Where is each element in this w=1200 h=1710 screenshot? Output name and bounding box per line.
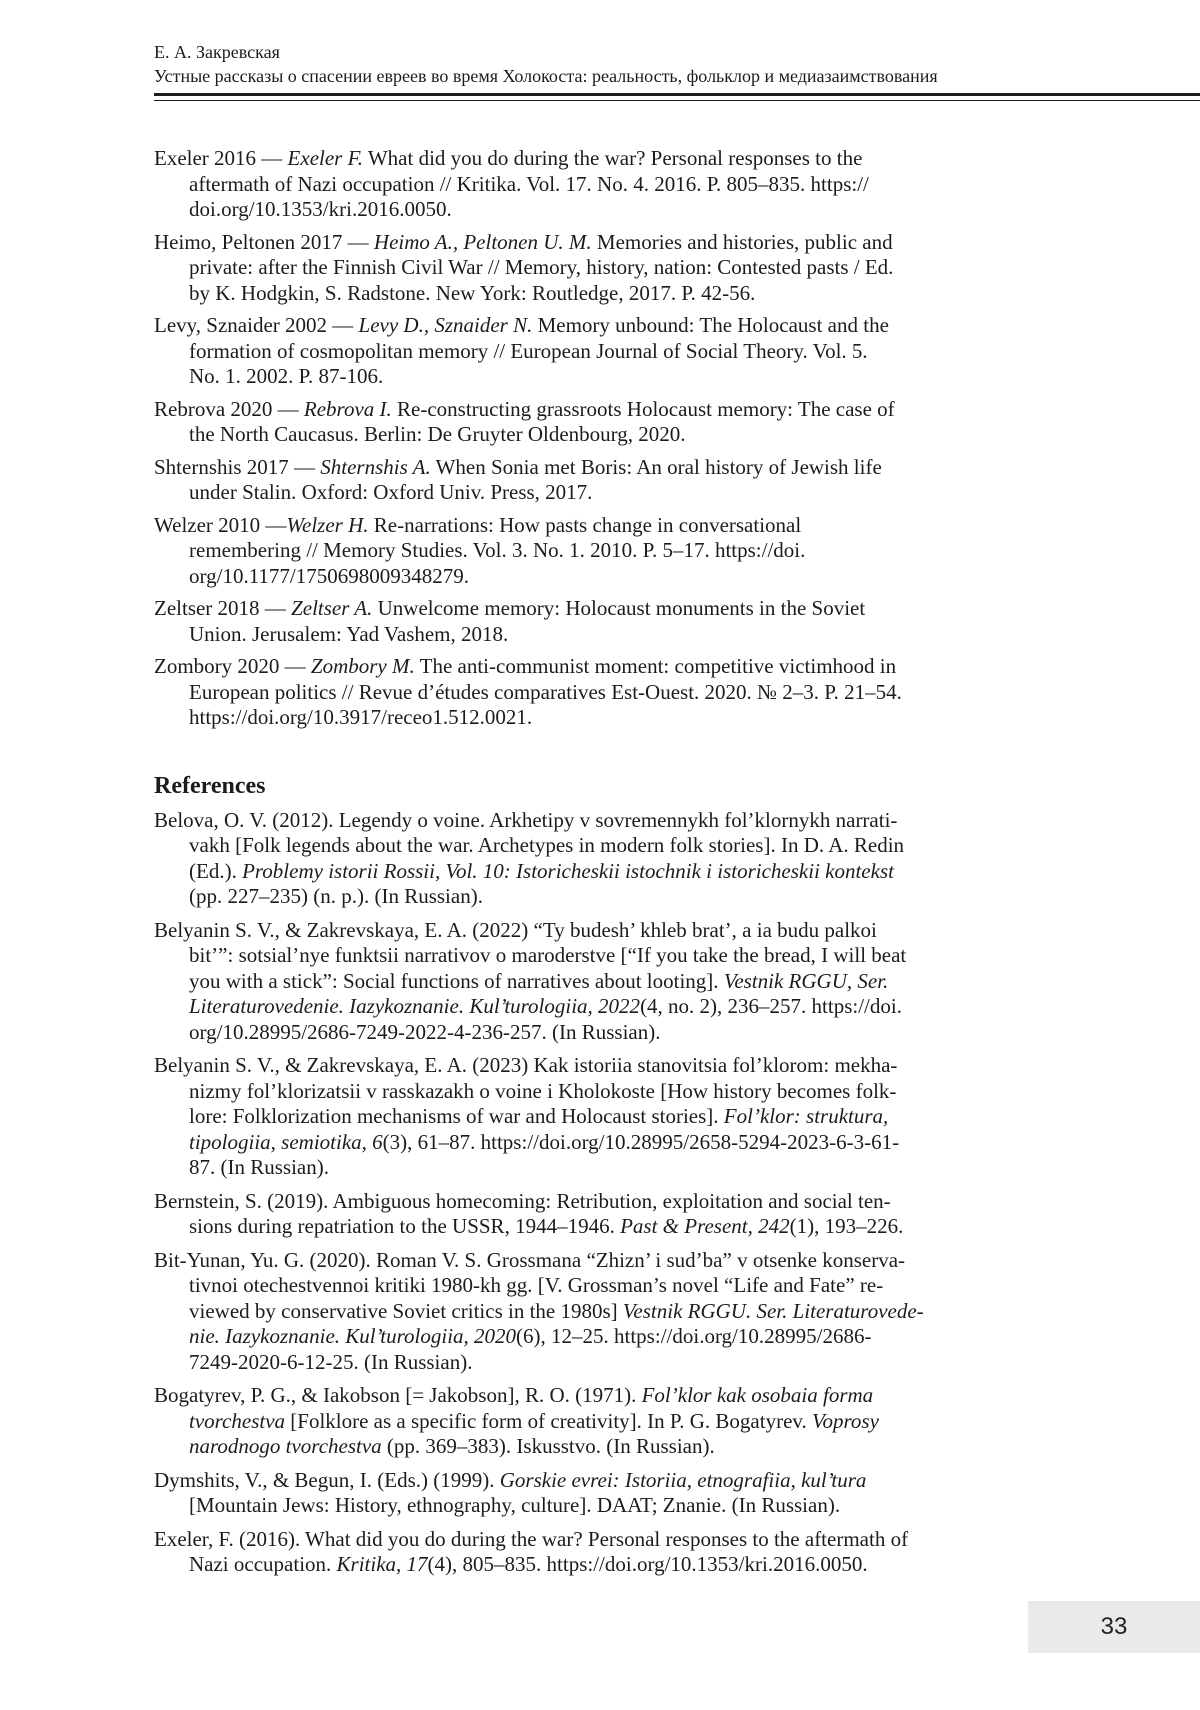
entry-lead: Heimo, Peltonen 2017 — bbox=[154, 229, 374, 254]
bibliography-entry bbox=[154, 313, 1047, 390]
ref-text: [Folklore as a specific form of creativity]. In P. G. Bogatyrev. bbox=[285, 1408, 813, 1433]
bibliography-entry bbox=[154, 596, 1047, 647]
reference-entry bbox=[154, 1527, 1047, 1578]
reference-entry bbox=[154, 1468, 1047, 1519]
entry-lead: Exeler 2016 — bbox=[154, 146, 288, 170]
ref-text: (pp. 227–235) (n. p.). (In Russian). bbox=[189, 884, 483, 908]
ref-text: Bogatyrev, P. G., & Iakobson [= Jakobson], R. O. (1971). bbox=[154, 1383, 642, 1407]
header-rule-thick bbox=[154, 93, 1200, 96]
reference-entry bbox=[154, 1383, 1047, 1460]
ref-source-title: Gorskie evrei: Istoriia, etnografiia, kul’tura bbox=[499, 1467, 867, 1492]
page-content bbox=[154, 146, 1047, 1586]
entry-lead: Welzer 2010 — bbox=[154, 512, 287, 537]
bibliography-entry bbox=[154, 654, 1047, 731]
ref-source-title: Fol’klor kak osobaia forma tvorchestva bbox=[189, 1383, 874, 1433]
header-author: Е. А. Закревская bbox=[154, 42, 280, 62]
entry-lead: Shternshis 2017 — bbox=[154, 454, 321, 479]
running-header bbox=[154, 40, 1144, 88]
reference-entry bbox=[154, 1189, 1047, 1240]
ref-text: (4), 805–835. https://doi.org/10.1353/kri.2016.0050. bbox=[427, 1552, 868, 1576]
reference-entry bbox=[154, 808, 1047, 910]
ref-text: Bernstein, S. (2019). Ambiguous homecoming: Retribution, exploitation and social ten- sions during repatriation to the USSR, 1944–1946. bbox=[154, 1188, 891, 1238]
entry-rest: The anti-communist moment: competitive victimhood in European politics // Revue d’études comparatives Est-Ouest. 2020. № 2–3. P. 21–54. https://doi.org/10.3917/receo1.512.0021. bbox=[189, 654, 902, 729]
ref-text: [Mountain Jews: History, ethnography, culture]. DAAT; Znanie. (In Russian). bbox=[189, 1493, 841, 1517]
ref-source-title: Vestnik RGGU. Ser. Literaturovede- nie. Iazykoznanie. Kul’turologiia, 2020 bbox=[189, 1298, 924, 1348]
ref-source-title: Kritika, 17 bbox=[336, 1552, 428, 1576]
entry-lead: Zeltser 2018 — bbox=[154, 596, 292, 620]
entry-rest: What did you do during the war? Personal responses to the aftermath of Nazi occupation // Kritika. Vol. 17. No. 4. 2016. P. 805–835. https:// doi.org/10.1353/kri.2016.0050. bbox=[189, 146, 869, 221]
ref-source-title: Vestnik RGGU, Ser. Literaturovedenie. Iazykoznanie. Kul’turologiia, 2022 bbox=[189, 968, 889, 1018]
ref-text: Belova, O. V. (2012). Legendy o voine. Arkhetipy v sovremennykh fol’klornykh narrati- vakh [Folk legends about the war. Archetypes in modern folk stories]. In D. A. Redin (Ed.). bbox=[154, 807, 905, 883]
entry-lead: Rebrova 2020 — bbox=[154, 396, 304, 421]
entry-lead: Zombory 2020 — bbox=[154, 654, 311, 678]
bibliography-entry bbox=[154, 513, 1047, 590]
entry-lead: Levy, Sznaider 2002 — bbox=[154, 313, 359, 337]
entry-author: Exeler F. bbox=[287, 146, 363, 170]
ref-text: (4, no. 2), 236–257. https://doi. org/10.28995/2686-7249-2022-4-236-257. (In Russian). bbox=[189, 994, 902, 1044]
ref-text: (3), 61–87. https://doi.org/10.28995/2658-5294-2023-6-3-61- 87. (In Russian). bbox=[189, 1129, 900, 1179]
bibliography-entry bbox=[154, 230, 1047, 307]
entry-author: Heimo A., Peltonen U. M. bbox=[373, 229, 592, 254]
ref-text: (pp. 369–383). Iskusstvo. (In Russian). bbox=[381, 1434, 715, 1458]
entry-rest: Memories and histories, public and private: after the Finnish Civil War // Memory, history, nation: Contested pasts / Ed. by K. Hodgkin, S. Radstone. New York: Routledge, 2017. P. 42-56. bbox=[189, 229, 894, 305]
bibliography-entry bbox=[154, 455, 1047, 506]
ref-source-title: Problemy istorii Rossii, Vol. 10: Istoricheskii istochnik i istoricheskii kontekst bbox=[242, 858, 894, 883]
entry-author: Levy D., Sznaider N. bbox=[358, 313, 533, 337]
entry-author: Zombory M. bbox=[310, 654, 415, 678]
ref-text: (1), 193–226. bbox=[789, 1214, 904, 1238]
ref-text: (6), 12–25. https://doi.org/10.28995/2686- 7249-2020-6-12-25. (In Russian). bbox=[189, 1324, 872, 1374]
reference-entry bbox=[154, 1248, 1047, 1376]
entry-author: Zeltser A. bbox=[291, 596, 373, 620]
ref-source-title: Voprosy narodnogo tvorchestva bbox=[189, 1408, 879, 1458]
ref-text: Bit-Yunan, Yu. G. (2020). Roman V. S. Grossmana “Zhizn’ i sud’ba” v otsenke konserva- tivnoi otechestvennoi kritiki 1980-kh gg. [V. Grossman’s novel “Life and Fate” re- viewed by conservative Soviet critics in the 1980s] bbox=[154, 1247, 906, 1323]
reference-entry bbox=[154, 918, 1047, 1046]
references-list bbox=[154, 808, 1047, 1578]
ref-text: Belyanin S. V., & Zakrevskaya, E. A. (2022) “Ty budesh’ khleb brat’, a ia budu palkoi bit’”: sotsial’nye funktsii narrativov o maroderstve [“If you take the bread, I will beat you with a stick”: Social functions of narratives about looting]. bbox=[154, 917, 907, 993]
ref-text: Belyanin S. V., & Zakrevskaya, E. A. (2023) Kak istoriia stanovitsia fol’klorom: mekha- nizmy fol’klorizatsii v rasskazakh o voine i Kholokoste [How history becomes folk- lore: Folklorization mechanisms of war and Holocaust stories]. bbox=[154, 1053, 898, 1128]
page-number: 33 bbox=[1028, 1601, 1200, 1653]
entry-rest: Unwelcome memory: Holocaust monuments in the Soviet Union. Jerusalem: Yad Vashem, 2018. bbox=[189, 596, 866, 646]
entry-author: Welzer H. bbox=[286, 512, 369, 537]
entry-author: Shternshis A. bbox=[320, 454, 431, 479]
reference-entry bbox=[154, 1053, 1047, 1181]
ref-text: Exeler, F. (2016). What did you do during the war? Personal responses to the aftermath of Nazi occupation. bbox=[154, 1526, 909, 1576]
references-heading: References bbox=[154, 772, 266, 799]
entry-rest: Memory unbound: The Holocaust and the formation of cosmopolitan memory // European Journal of Social Theory. Vol. 5. No. 1. 2002. P. 87-106. bbox=[189, 313, 889, 388]
bibliography-entry bbox=[154, 397, 1047, 448]
bibliography-entry bbox=[154, 146, 1047, 223]
entry-rest: When Sonia met Boris: An oral history of Jewish life under Stalin. Oxford: Oxford Univ. Press, 2017. bbox=[189, 454, 882, 504]
ref-text: Dymshits, V., & Begun, I. (Eds.) (1999). bbox=[154, 1467, 500, 1492]
header-rule-thin bbox=[154, 100, 1200, 101]
header-title: Устные рассказы о спасении евреев во время Холокоста: реальность, фольклор и медиазаимствования bbox=[154, 66, 938, 86]
entry-rest: Re-narrations: How pasts change in conversational remembering // Memory Studies. Vol. 3. No. 1. 2010. P. 5–17. https://doi. org/10.1177/1750698009348279. bbox=[189, 512, 806, 588]
ref-source-title: Past & Present, 242 bbox=[620, 1214, 790, 1238]
ref-source-title: Fol’klor: struktura, tipologiia, semiotika, 6 bbox=[189, 1104, 889, 1154]
bibliography-list bbox=[154, 146, 1047, 731]
entry-author: Rebrova I. bbox=[303, 396, 392, 421]
entry-rest: Re-constructing grassroots Holocaust memory: The case of the North Caucasus. Berlin: De Gruyter Oldenbourg, 2020. bbox=[189, 396, 895, 446]
